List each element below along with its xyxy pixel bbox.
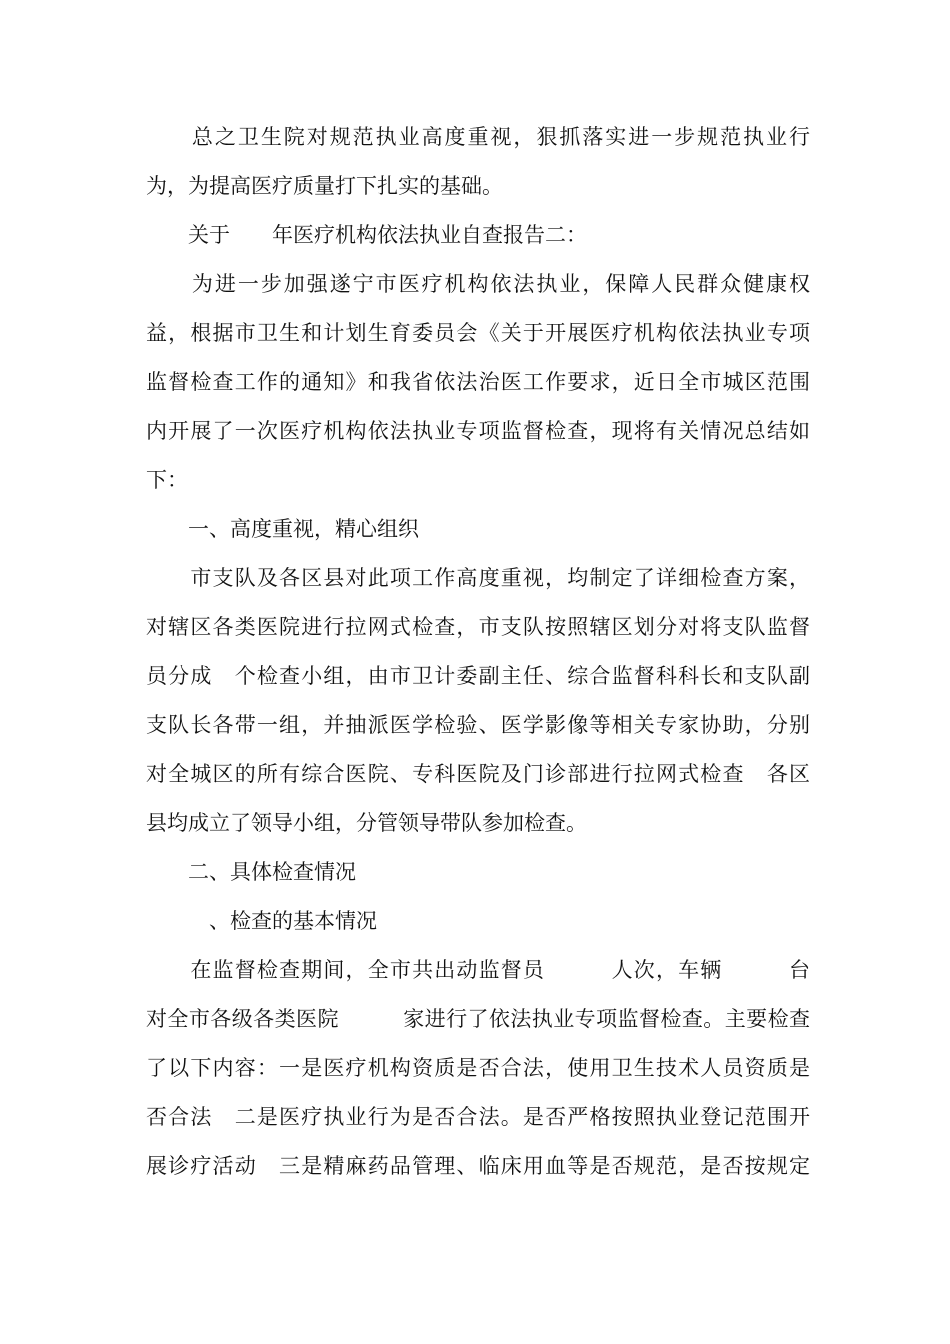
section-heading: 一、高度重视，精心组织 [146,517,419,541]
document-body [146,113,810,1191]
subsection-heading: 、检查的基本情况 [146,909,377,933]
paragraph-line: 对全城区的所有综合医院、专科医院及门诊部进行拉网式检查 各区 [146,762,810,786]
paragraph-line: 内开展了一次医疗机构依法执业专项监督检查，现将有关情况总结如 [146,419,810,443]
paragraph-line: 支队长各带一组，并抽派医学检验、医学影像等相关专家协助，分别 [146,713,810,737]
paragraph-line: 市支队及各区县对此项工作高度重视，均制定了详细检查方案， [146,566,810,590]
section-heading: 二、具体检查情况 [146,860,356,884]
paragraph-line: 展诊疗活动 三是精麻药品管理、临床用血等是否规范，是否按规定 [146,1154,810,1178]
paragraph-line: 否合法 二是医疗执业行为是否合法。是否严格按照执业登记范围开 [146,1105,810,1129]
section-heading: 关于 年医疗机构依法执业自查报告二： [146,223,587,247]
paragraph-line: 对辖区各类医院进行拉网式检查，市支队按照辖区划分对将支队监督 [146,615,810,639]
paragraph-line: 监督检查工作的通知》和我省依法治医工作要求，近日全市城区范围 [146,370,810,394]
paragraph-line: 为进一步加强遂宁市医疗机构依法执业，保障人民群众健康权 [146,272,810,296]
paragraph-line: 员分成 个检查小组，由市卫计委副主任、综合监督科科长和支队副 [146,664,810,688]
paragraph-line: 下： [146,468,188,492]
paragraph-line: 为，为提高医疗质量打下扎实的基础。 [146,174,503,198]
paragraph-line: 总之卫生院对规范执业高度重视，狠抓落实进一步规范执业行 [146,125,810,149]
paragraph-line: 在监督检查期间，全市共出动监督员 人次，车辆 台 [190,958,810,982]
paragraph-line: 益，根据市卫生和计划生育委员会《关于开展医疗机构依法执业专项 [146,321,810,345]
paragraph-line: 了以下内容：一是医疗机构资质是否合法，使用卫生技术人员资质是 [146,1056,810,1080]
paragraph-line: 对全市各级各类医院 家进行了依法执业专项监督检查。主要检查 [146,1007,810,1031]
paragraph-line: 县均成立了领导小组，分管领导带队参加检查。 [146,811,587,835]
